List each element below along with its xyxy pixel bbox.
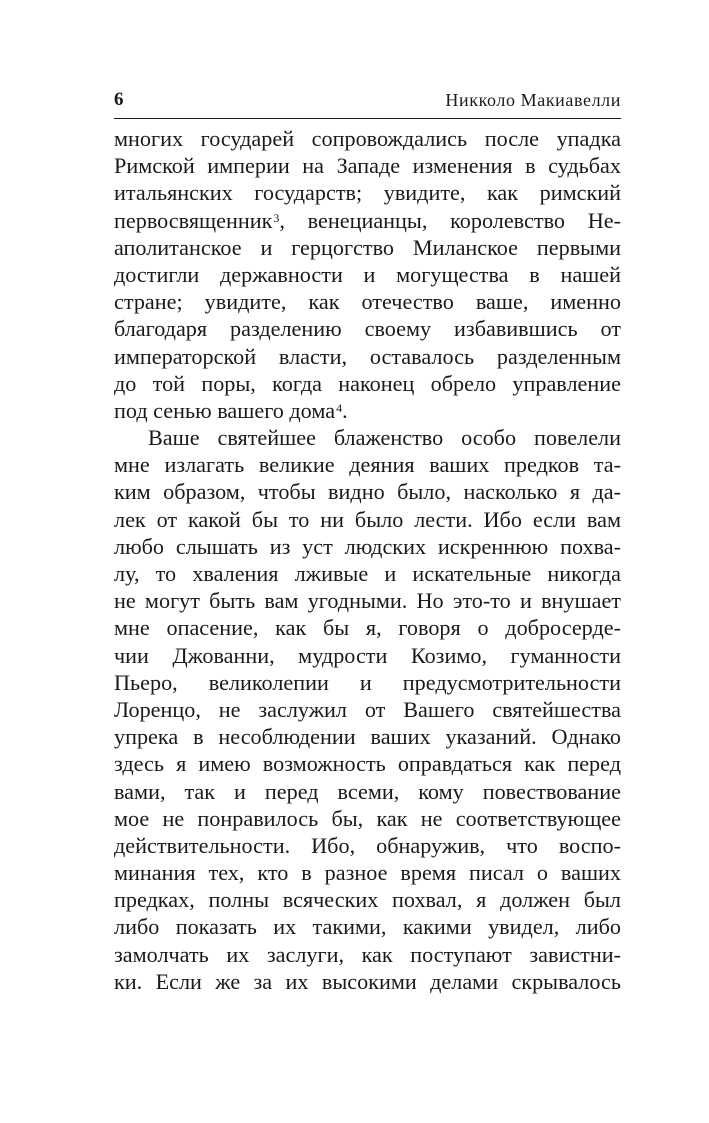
running-head (114, 87, 621, 113)
text-line: упрека в несоблюдении ваших указаний. Однако (114, 724, 621, 750)
text-line: либо показать их такими, какими увидел, либо (114, 914, 621, 940)
text-line: мне излагать великие деяния ваших предков та- (114, 452, 621, 478)
text-line: до той поры, когда наконец обрело управление (114, 370, 621, 396)
text-line: стране; увидите, как отечество ваше, именно (114, 289, 621, 315)
text-line: вами, так и перед всеми, кому повествование (114, 778, 621, 804)
header-rule (114, 118, 621, 119)
text-line: аполитанское и герцогство Миланское первыми (114, 234, 621, 260)
text-segment: . (342, 397, 348, 423)
text-line: предках, полны всяческих похвал, я должен был (114, 887, 621, 913)
text-line: благодаря разделению своему избавившись от (114, 316, 621, 342)
paragraph-2 (114, 424, 621, 995)
text-line: действительности. Ибо, обнаружив, что воспо- (114, 832, 621, 858)
text-segment: первосвященник (114, 207, 273, 233)
text-line: мое не понравилось бы, как не соответствующее (114, 805, 621, 831)
footnote-ref-3[interactable]: 3 (273, 210, 280, 225)
text-line: не могут быть вам угодными. Но это-то и внушает (114, 588, 621, 614)
text-line: Ваше святейшее блаженство особо повелели (148, 425, 621, 451)
paragraph-1 (114, 125, 621, 424)
text-line: ким образом, чтобы видно было, насколько я да- (114, 479, 621, 505)
text-line: императорской власти, оставалось разделенным (114, 343, 621, 369)
text-line: любо слышать из уст людских искреннюю похва- (114, 533, 621, 559)
text-line (114, 397, 621, 424)
running-head-author: Никколо Макиавелли (445, 90, 621, 110)
text-line: Пьеро, великолепии и предусмотрительности (114, 669, 621, 695)
text-line: замолчать их заслуги, как поступают завистни- (114, 941, 621, 967)
text-line: чии Джованни, мудрости Козимо, гуманности (114, 642, 621, 668)
text-line: мне опасение, как бы я, говоря о добросерде- (114, 615, 621, 641)
text-line: Римской империи на Западе изменения в судьбах (114, 153, 621, 179)
text-line: минания тех, кто в разное время писал о ваших (114, 860, 621, 886)
page-number: 6 (114, 89, 124, 110)
text-line: итальянских государств; увидите, как римский (114, 180, 621, 206)
text-line: достигли державности и могущества в нашей (114, 261, 621, 287)
text-line: здесь я имею возможность оправдаться как перед (114, 751, 621, 777)
text-line: лу, то хваления лживые и искательные никогда (114, 561, 621, 586)
footnote-ref-4[interactable]: 4 (336, 400, 343, 415)
text-line: ки. Если же за их высокими делами скрывалось (114, 968, 621, 994)
text-segment: под сенью вашего дома (114, 397, 336, 423)
body-text (114, 125, 621, 995)
text-line (114, 207, 621, 234)
text-line: многих государей сопровождались после упадка (114, 126, 621, 151)
text-line: Лоренцо, не заслужил от Вашего святейшества (114, 696, 621, 722)
text-segment: , венецианцы, королевство Не- (279, 207, 621, 233)
text-line: лек от какой бы то ни было лести. Ибо если вам (114, 506, 621, 532)
